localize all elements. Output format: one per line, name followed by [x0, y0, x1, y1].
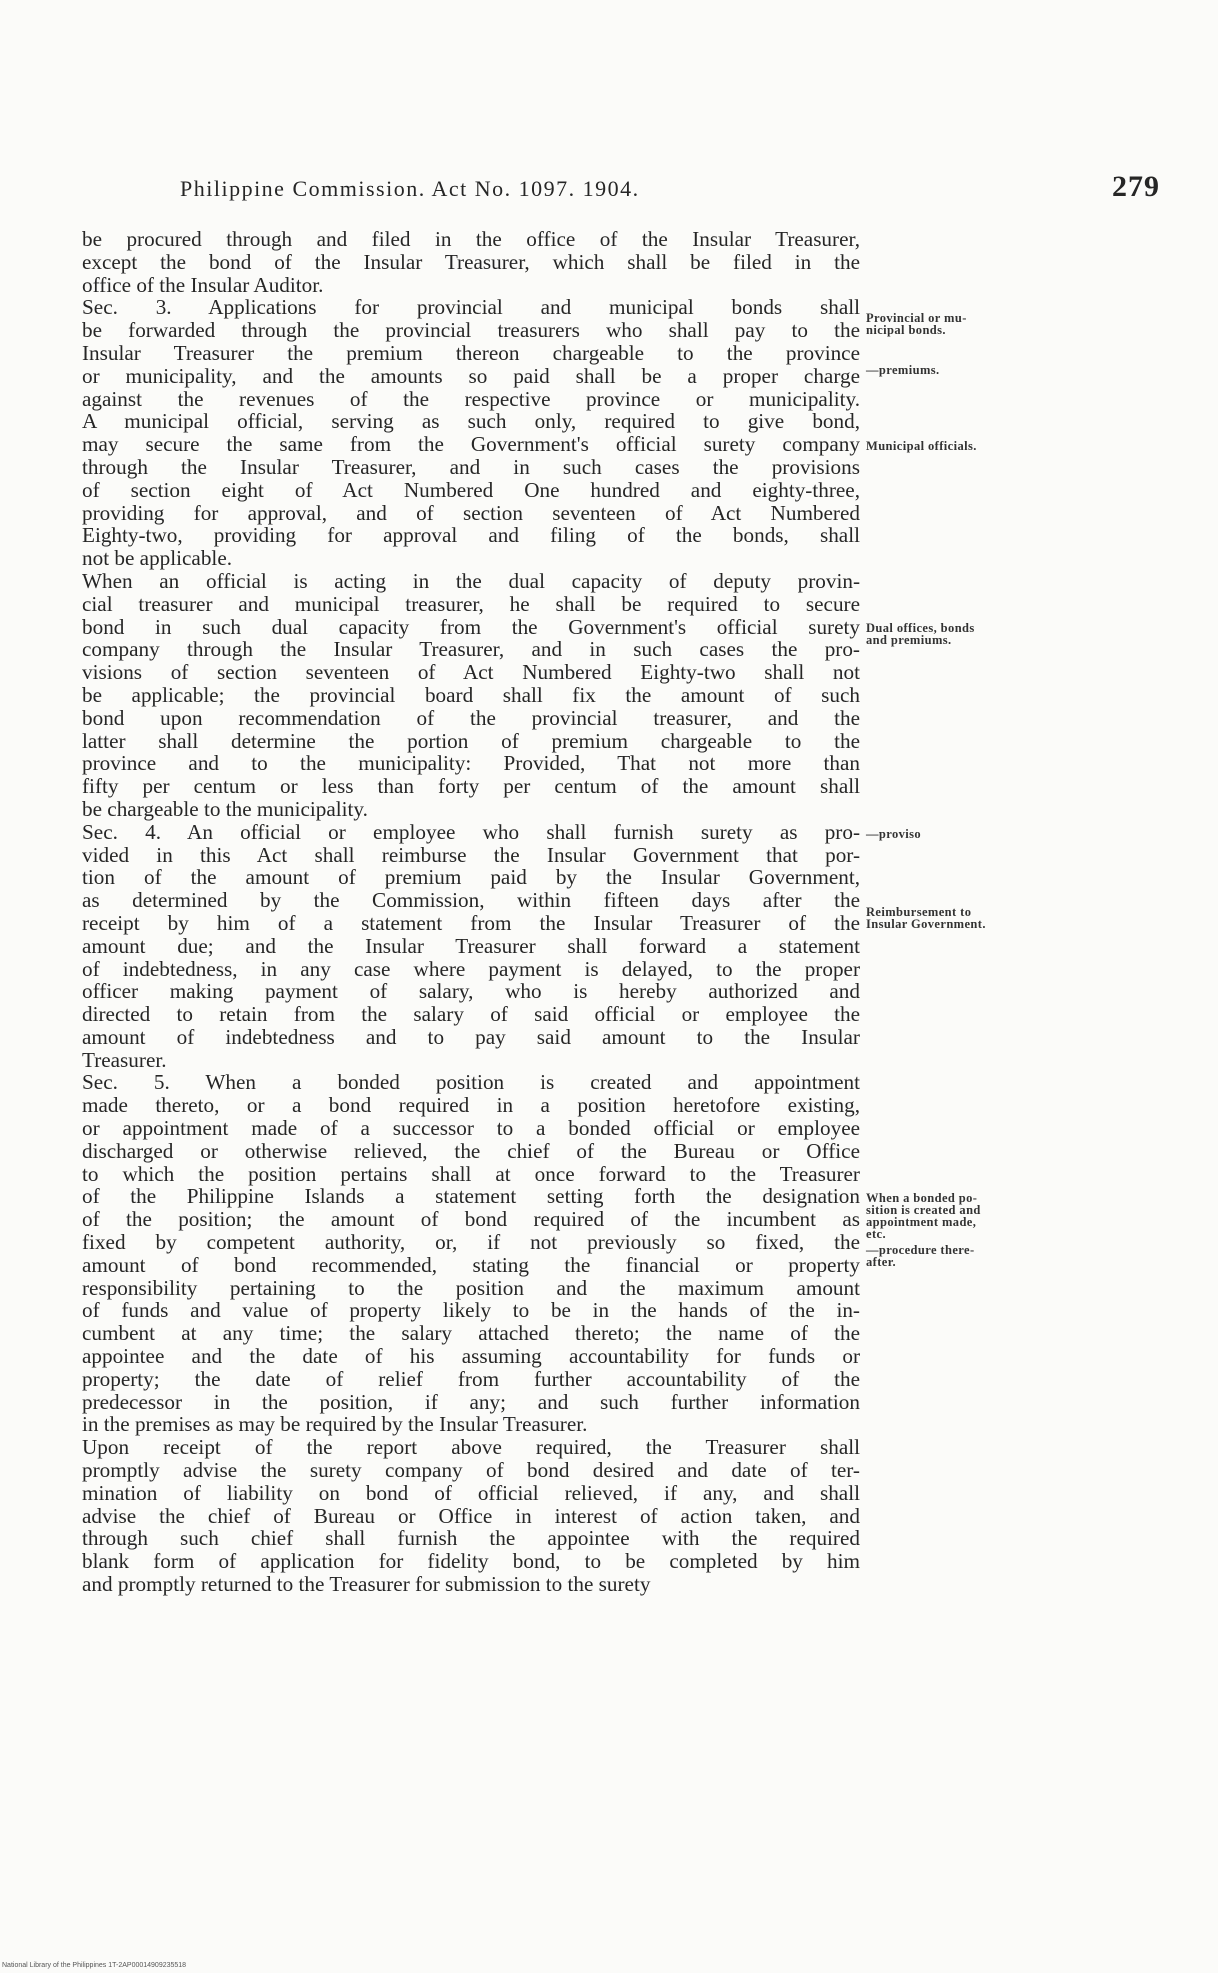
body-line: Upon receipt of the report above required, the Treasurer shall: [82, 1435, 860, 1460]
body-line: province and to the municipality: Provided, That not more than: [82, 751, 860, 776]
body-line: bond in such dual capacity from the Government's official surety: [82, 614, 860, 639]
body-line: amount of bond recommended, stating the financial or property: [82, 1252, 860, 1277]
margin-note-line: Insular Government.: [866, 917, 986, 931]
margin-note-line: —proviso: [866, 827, 922, 841]
body-line: tion of the amount of premium paid by the Insular Government,: [82, 865, 860, 890]
body-line: of the Philippine Islands a statement setting forth the designation: [82, 1184, 860, 1209]
body-line: responsibility pertaining to the position and the maximum amount: [82, 1275, 860, 1300]
margin-note-line: etc.: [866, 1227, 886, 1241]
body-line: Sec. 5. When a bonded position is created and appointment: [82, 1070, 860, 1095]
body-line: not be applicable.: [82, 546, 233, 571]
body-line: or appointment made of a successor to a bonded official or employee: [82, 1116, 860, 1141]
body-line: receipt by him of a statement from the Insular Treasurer of the: [82, 910, 860, 935]
body-line: amount of indebtedness and to pay said amount to the Insular: [82, 1024, 860, 1049]
margin-note-line: appointment made,: [866, 1215, 977, 1229]
body-line: as determined by the Commission, within fifteen days after the: [82, 888, 860, 913]
page-number: 279: [1112, 170, 1160, 203]
body-line: to which the position pertains shall at once forward to the Treasurer: [82, 1161, 860, 1186]
body-line: property; the date of relief from further accountability of the: [82, 1366, 860, 1391]
body-line: or municipality, and the amounts so paid shall be a proper charge: [82, 363, 860, 388]
body-line: through such chief shall furnish the appointee with the required: [82, 1526, 860, 1551]
margin-note-line: and premiums.: [866, 633, 952, 647]
margin-note-line: Municipal officials.: [866, 439, 977, 453]
body-line: cial treasurer and municipal treasurer, he shall be required to secure: [82, 591, 860, 616]
body-line: except the bond of the Insular Treasurer, which shall be filed in the: [82, 249, 860, 274]
body-line: directed to retain from the salary of said official or employee the: [82, 1002, 860, 1027]
body-line: fifty per centum or less than forty per centum of the amount shall: [82, 774, 860, 799]
body-line: promptly advise the surety company of bond desired and date of ter-: [82, 1458, 860, 1483]
body-line: of funds and value of property likely to be in the hands of the in-: [82, 1298, 860, 1323]
body-line: blank form of application for fidelity bond, to be completed by him: [82, 1549, 860, 1574]
running-head: Philippine Commission. Act No. 1097. 1904.: [180, 176, 640, 201]
margin-note: [866, 364, 1062, 376]
body-line: Eighty-two, providing for approval and filing of the bonds, shall: [82, 523, 860, 548]
body-text: [82, 228, 860, 1596]
body-line: providing for approval, and of section seventeen of Act Numbered: [82, 500, 860, 525]
body-line: A municipal official, serving as such only, required to give bond,: [82, 409, 860, 434]
body-line: in the premises as may be required by the Insular Treasurer.: [82, 1412, 588, 1437]
body-line: may secure the same from the Government's official surety company: [82, 432, 860, 457]
margin-note-line: —premiums.: [866, 363, 940, 377]
margin-note: [866, 440, 1062, 452]
body-line: discharged or otherwise relieved, the chief of the Bureau or Office: [82, 1138, 860, 1163]
margin-note: [866, 622, 1062, 646]
margin-note-line: Reimbursement to: [866, 905, 972, 919]
body-line: be forwarded through the provincial treasurers who shall pay to the: [82, 318, 860, 343]
body-line: office of the Insular Auditor.: [82, 272, 324, 297]
margin-note-line: Provincial or mu-: [866, 311, 967, 325]
margin-note: [866, 906, 1062, 930]
body-line: latter shall determine the portion of premium chargeable to the: [82, 728, 860, 753]
body-line: made thereto, or a bond required in a position heretofore existing,: [82, 1093, 860, 1118]
body-line: amount due; and the Insular Treasurer shall forward a statement: [82, 933, 860, 958]
margin-note: [866, 1244, 1062, 1268]
body-line: officer making payment of salary, who is hereby authorized and: [82, 979, 860, 1004]
body-line: be chargeable to the municipality.: [82, 796, 368, 821]
body-line: mination of liability on bond of official relieved, if any, and shall: [82, 1480, 860, 1505]
margin-note-line: Dual offices, bonds: [866, 621, 975, 635]
body-line: vided in this Act shall reimburse the Insular Government that por-: [82, 842, 860, 867]
body-line: predecessor in the position, if any; and such further information: [82, 1389, 860, 1414]
body-line: of indebtedness, in any case where payment is delayed, to the proper: [82, 956, 860, 981]
margin-note-line: after.: [866, 1255, 897, 1269]
body-line: be applicable; the provincial board shall fix the amount of such: [82, 682, 860, 707]
margin-note-line: —procedure there-: [866, 1243, 975, 1257]
body-line: through the Insular Treasurer, and in such cases the provisions: [82, 454, 860, 479]
margin-note: [866, 828, 1062, 840]
margin-note: [866, 312, 1062, 336]
margin-note-line: sition is created and: [866, 1203, 981, 1217]
body-line: of the position; the amount of bond required of the incumbent as: [82, 1207, 860, 1232]
body-line: Treasurer.: [82, 1047, 167, 1072]
margin-note-line: nicipal bonds.: [866, 323, 946, 337]
body-line: company through the Insular Treasurer, and in such cases the pro-: [82, 637, 860, 662]
body-line: cumbent at any time; the salary attached thereto; the name of the: [82, 1321, 860, 1346]
body-line: bond upon recommendation of the provincial treasurer, and the: [82, 705, 860, 730]
body-line: of section eight of Act Numbered One hundred and eighty-three,: [82, 477, 860, 502]
body-line: Insular Treasurer the premium thereon chargeable to the province: [82, 340, 860, 365]
body-line: Sec. 4. An official or employee who shall furnish surety as pro-: [82, 819, 860, 844]
body-line: appointee and the date of his assuming accountability for funds or: [82, 1344, 860, 1369]
body-line: be procured through and filed in the office of the Insular Treasurer,: [82, 227, 860, 251]
body-line: fixed by competent authority, or, if not previously so fixed, the: [82, 1230, 860, 1255]
scan-footer: National Library of the Philippines 1T-2AP00014909235518: [2, 1962, 187, 1969]
body-line: When an official is acting in the dual capacity of deputy provin-: [82, 568, 860, 593]
margin-note: [866, 1192, 1062, 1240]
body-line: advise the chief of Bureau or Office in interest of action taken, and: [82, 1503, 860, 1528]
margin-note-line: When a bonded po-: [866, 1191, 978, 1205]
body-line: against the revenues of the respective province or municipality.: [82, 386, 860, 411]
body-line: Sec. 3. Applications for provincial and municipal bonds shall: [82, 295, 860, 320]
body-line: and promptly returned to the Treasurer for submission to the surety: [82, 1572, 651, 1597]
body-line: visions of section seventeen of Act Numbered Eighty-two shall not: [82, 660, 860, 685]
